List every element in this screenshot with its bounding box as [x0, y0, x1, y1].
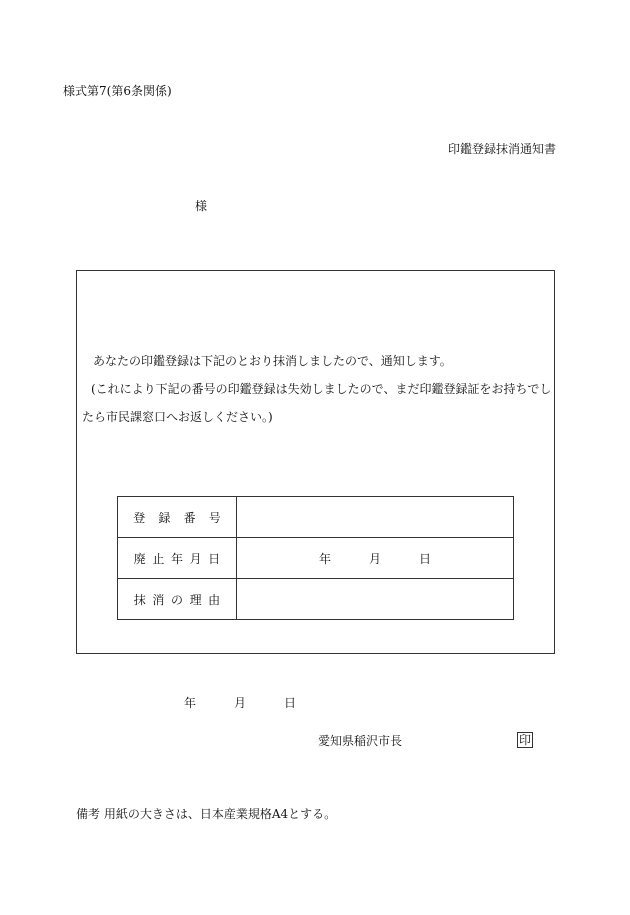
abolition-date-field[interactable] — [237, 538, 514, 579]
table-row — [118, 538, 514, 579]
registration-number-label: 登録番号 — [118, 497, 237, 538]
table-row — [118, 497, 514, 538]
addressee-suffix: 様 — [195, 199, 208, 213]
seal-mark: 印 — [518, 733, 531, 747]
notice-line-2: (これにより下記の番号の印鑑登録は失効しましたので、まだ印鑑登録証をお持ちでし — [91, 382, 552, 396]
form-number: 様式第7(第6条関係) — [63, 84, 172, 98]
issue-date — [184, 697, 296, 709]
issuer-name: 愛知県稲沢市長 — [318, 734, 403, 748]
notice-line-3: たら市民課窓口へお返しください。) — [82, 410, 273, 424]
document-title: 印鑑登録抹消通知書 — [447, 142, 556, 156]
abolition-year-unit: 年 — [318, 551, 331, 566]
abolition-day-unit: 日 — [419, 551, 432, 566]
record-table — [117, 496, 514, 620]
registration-number-field[interactable] — [237, 497, 514, 538]
abolition-date-label: 廃止年月日 — [118, 538, 237, 579]
issue-year-unit: 年 — [184, 696, 197, 710]
issue-day-unit: 日 — [284, 696, 297, 710]
table-row — [118, 579, 514, 620]
notice-line-1: あなたの印鑑登録は下記のとおり抹消しましたので、通知します。 — [93, 354, 452, 368]
cancellation-reason-field[interactable] — [237, 579, 514, 620]
abolition-month-unit: 月 — [368, 551, 381, 566]
issue-month-unit: 月 — [234, 696, 247, 710]
cancellation-reason-label: 抹消の理由 — [118, 579, 237, 620]
remarks: 備考 用紙の大きさは、日本産業規格A4とする。 — [76, 807, 337, 821]
